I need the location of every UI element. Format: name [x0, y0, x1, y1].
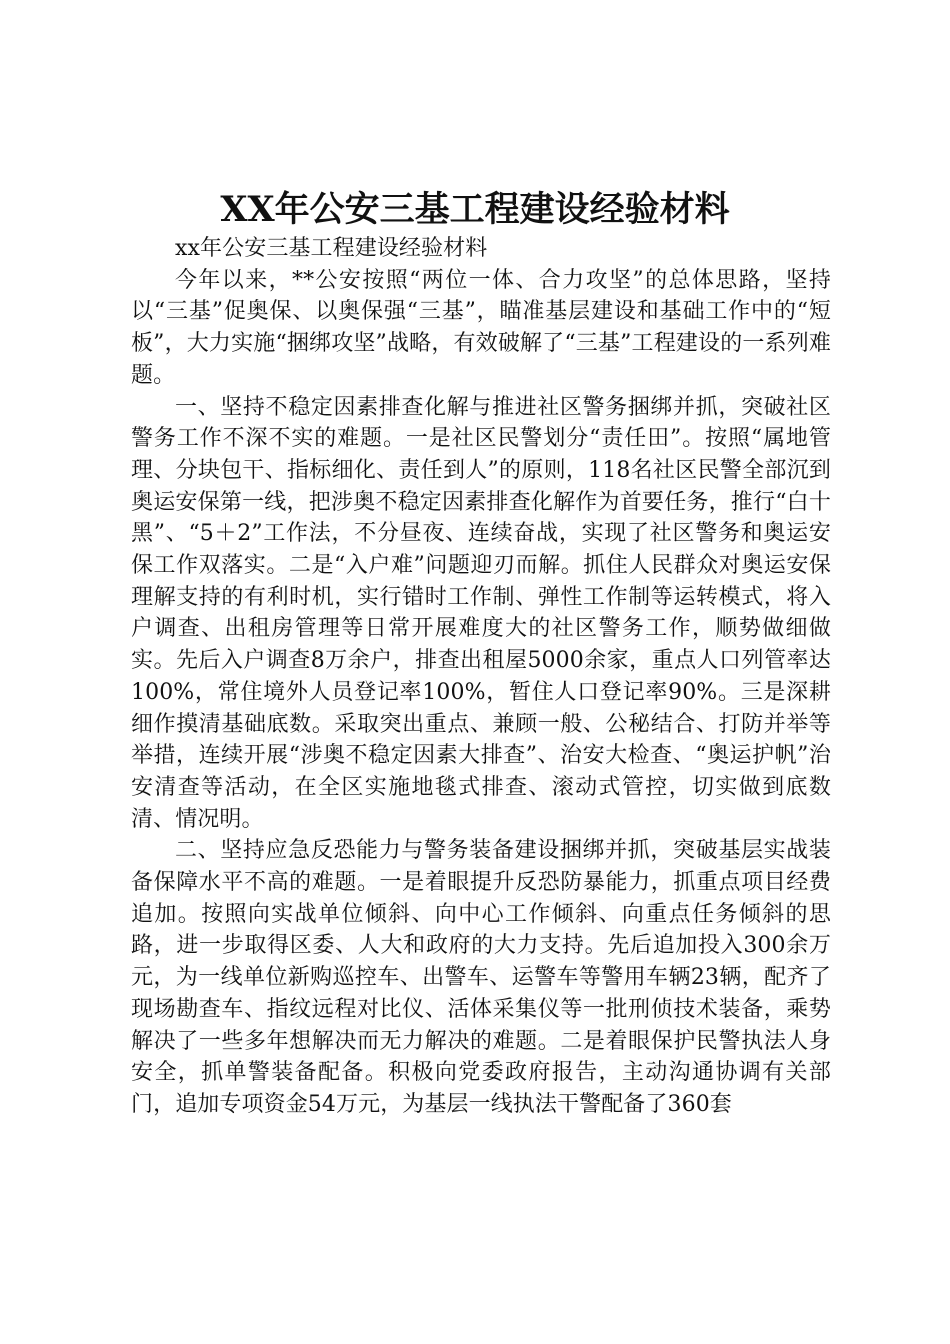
- subtitle-paragraph: xx年公安三基工程建设经验材料: [175, 236, 488, 261]
- document-body: [131, 233, 831, 1121]
- section-two-paragraph: 二、坚持应急反恐能力与警务装备建设捆绑并抓，突破基层实战装备保障水平不高的难题。一是着眼提升反恐防暴能力，抓重点项目经费追加。按照向实战单位倾斜、向中心工作倾斜、向重点任务倾斜的思路，进一步取得区委、人大和政府的大力支持。先后追加投入300余万元，为一线单位新购巡控车、出警车、运警车等警用车辆23辆，配齐了现场勘查车、指纹远程对比仪、活体采集仪等一批刑侦技术装备，乘势解决了一些多年想解决而无力解决的难题。二是着眼保护民警执法人身安全，抓单警装备配备。积极向党委政府报告，主动沟通协调有关部门，追加专项资金54万元，为基层一线执法干警配备了360套: [131, 838, 831, 1117]
- section-one-paragraph: 一、坚持不稳定因素排查化解与推进社区警务捆绑并抓，突破社区警务工作不深不实的难题。一是社区民警划分“责任田”。按照“属地管理、分块包干、指标细化、责任到人”的原则，118名社区民警全部沉到奥运安保第一线，把涉奥不稳定因素排查化解作为首要任务，推行“白十黑”、“5＋2”工作法，不分昼夜、连续奋战，实现了社区警务和奥运安保工作双落实。二是“入户难”问题迎刃而解。抓住人民群众对奥运安保理解支持的有利时机，实行错时工作制、弹性工作制等运转模式，将入户调查、出租房管理等日常开展难度大的社区警务工作，顺势做细做实。先后入户调查8万余户，排查出租屋5000余家，重点人口列管率达100%，常住境外人员登记率100%，暂住人口登记率90%。三是深耕细作摸清基础底数。采取突出重点、兼顾一般、公秘结合、打防并举等举措，连续开展“涉奥不稳定因素大排查”、治安大检查、“奥运护帆”治安清查等活动，在全区实施地毯式排查、滚动式管控，切实做到底数清、情况明。: [131, 394, 831, 832]
- intro-paragraph: 今年以来，**公安按照“两位一体、合力攻坚”的总体思路，坚持以“三基”促奥保、以奥保强“三基”，瞄准基层建设和基础工作中的“短板”，大力实施“捆绑攻坚”战略，有效破解了“三基”工程建设的一系列难题。: [131, 267, 831, 388]
- document-title: XX年公安三基工程建设经验材料: [220, 189, 730, 230]
